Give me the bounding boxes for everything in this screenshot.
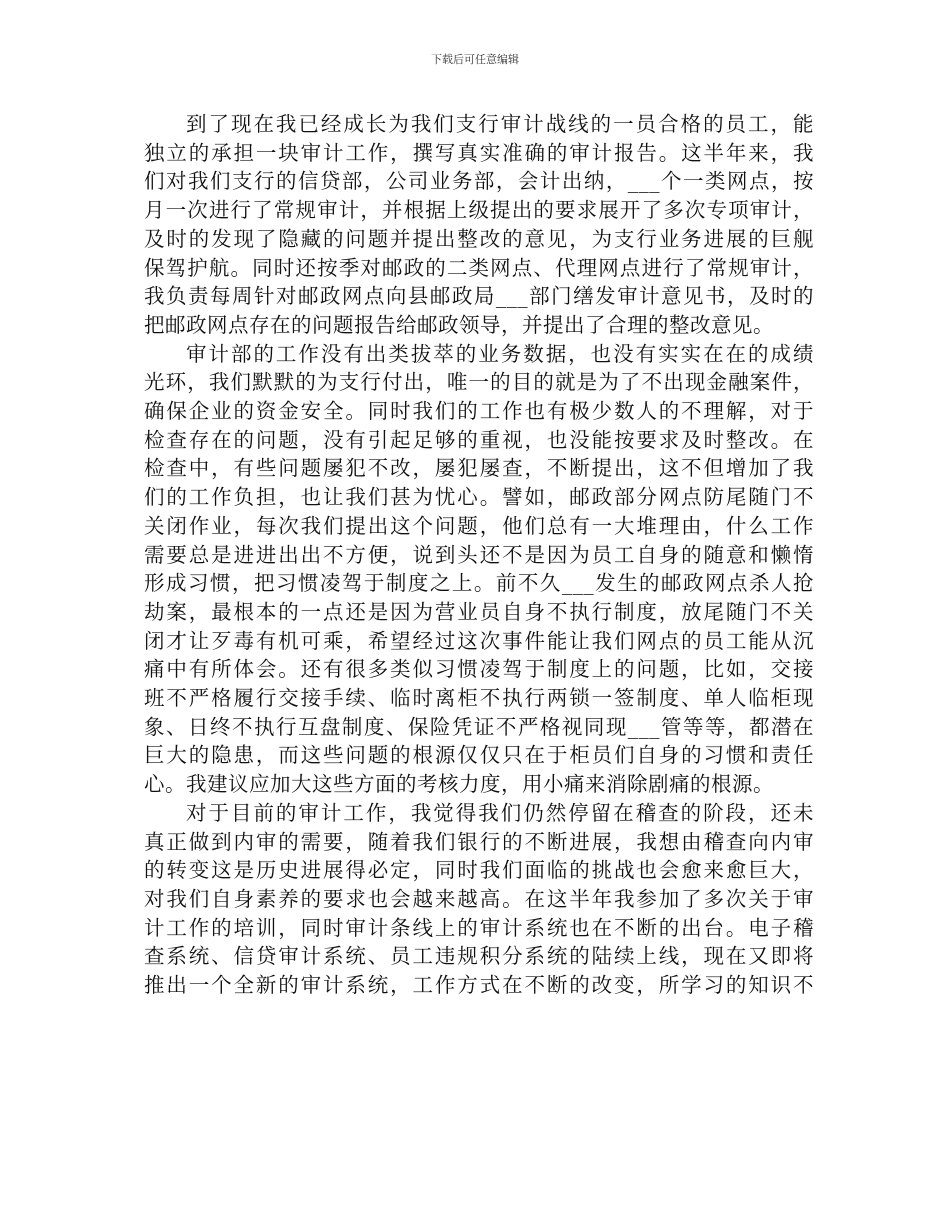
text-line: 对我们自身素养的要求也会越来越高。在这半年我参加了多次关于审 (144, 886, 814, 911)
text-line: 形成习惯，把习惯凌驾于制度之上。前不久___发生的邮政网点杀人抢 (144, 571, 814, 596)
text-line: 对于目前的审计工作，我觉得我们仍然停留在稽查的阶段，还未 (186, 800, 814, 825)
text-line: 到了现在我已经成长为我们支行审计战线的一员合格的员工，能 (186, 112, 814, 136)
text-line: 劫案，最根本的一点还是因为营业员自身不执行制度，放尾随门不关 (144, 599, 814, 624)
text-line: 月一次进行了常规审计，并根据上级提出的要求展开了多次专项审计， (144, 198, 814, 223)
text-line: 及时的发现了隐藏的问题并提出整改的意见，为支行业务进展的巨舰 (144, 226, 814, 251)
text-line: 审计部的工作没有出类拔萃的业务数据，也没有实实在在的成绩 (186, 341, 814, 366)
text-line: 独立的承担一块审计工作，撰写真实准确的审计报告。这半年来，我 (144, 140, 814, 165)
paragraph-2 (144, 340, 814, 799)
page-header: 下载后可任意编辑 (431, 53, 519, 66)
text-line: 象、日终不执行互盘制度、保险凭证不严格视同现___管等等，都潜在 (144, 714, 814, 739)
text-line: 班不严格履行交接手续、临时离柜不执行两锁一签制度、单人临柜现 (144, 686, 814, 711)
text-line: 关闭作业，每次我们提出这个问题，他们总有一大堆理由，什么工作 (144, 513, 814, 538)
text-line: 们对我们支行的信贷部，公司业务部，会计出纳，___个一类网点，按 (144, 169, 814, 194)
text-line: 把邮政网点存在的问题报告给邮政领导，并提出了合理的整改意见。 (144, 312, 774, 337)
text-line: 计工作的培训，同时审计条线上的审计系统也在不断的出台。电子稽 (144, 915, 814, 940)
text-line: 心。我建议应加大这些方面的考核力度，用小痛来消除剧痛的根源。 (144, 772, 774, 797)
text-line: 们的工作负担，也让我们甚为忧心。譬如，邮政部分网点防尾随门不 (144, 485, 814, 510)
text-line: 巨大的隐患，而这些问题的根源仅仅只在于柜员们自身的习惯和责任 (144, 743, 814, 768)
text-line: 我负责每周针对邮政网点向县邮政局___部门缮发审计意见书，及时的 (144, 284, 814, 309)
text-line: 检查存在的问题，没有引起足够的重视，也没能按要求及时整改。在 (144, 427, 814, 452)
text-line: 确保企业的资金安全。同时我们的工作也有极少数人的不理解，对于 (144, 399, 814, 424)
text-line: 检查中，有些问题屡犯不改，屡犯屡查，不断提出，这不但增加了我 (144, 456, 814, 481)
text-line: 真正做到内审的需要，随着我们银行的不断进展，我想由稽查向内审 (144, 829, 814, 854)
text-line: 查系统、信贷审计系统、员工违规积分系统的陆续上线，现在又即将 (144, 944, 814, 969)
text-line: 光环，我们默默的为支行付出，唯一的目的就是为了不出现金融案件， (144, 370, 814, 395)
text-line: 的转变这是历史进展得必定，同时我们面临的挑战也会愈来愈巨大， (144, 858, 814, 883)
text-line: 保驾护航。同时还按季对邮政的二类网点、代理网点进行了常规审计， (144, 255, 814, 280)
text-line: 闭才让歹毒有机可乘，希望经过这次事件能让我们网点的员工能从沉 (144, 628, 814, 653)
text-line: 痛中有所体会。还有很多类似习惯凌驾于制度上的问题，比如，交接 (144, 657, 814, 682)
document-body (144, 110, 814, 1000)
text-line: 推出一个全新的审计系统，工作方式在不断的改变，所学习的知识不 (144, 973, 814, 998)
paragraph-1 (144, 110, 814, 340)
text-line: 需要总是进进出出不方便，说到头还不是因为员工自身的随意和懒惰 (144, 542, 814, 567)
paragraph-3 (144, 799, 814, 1000)
